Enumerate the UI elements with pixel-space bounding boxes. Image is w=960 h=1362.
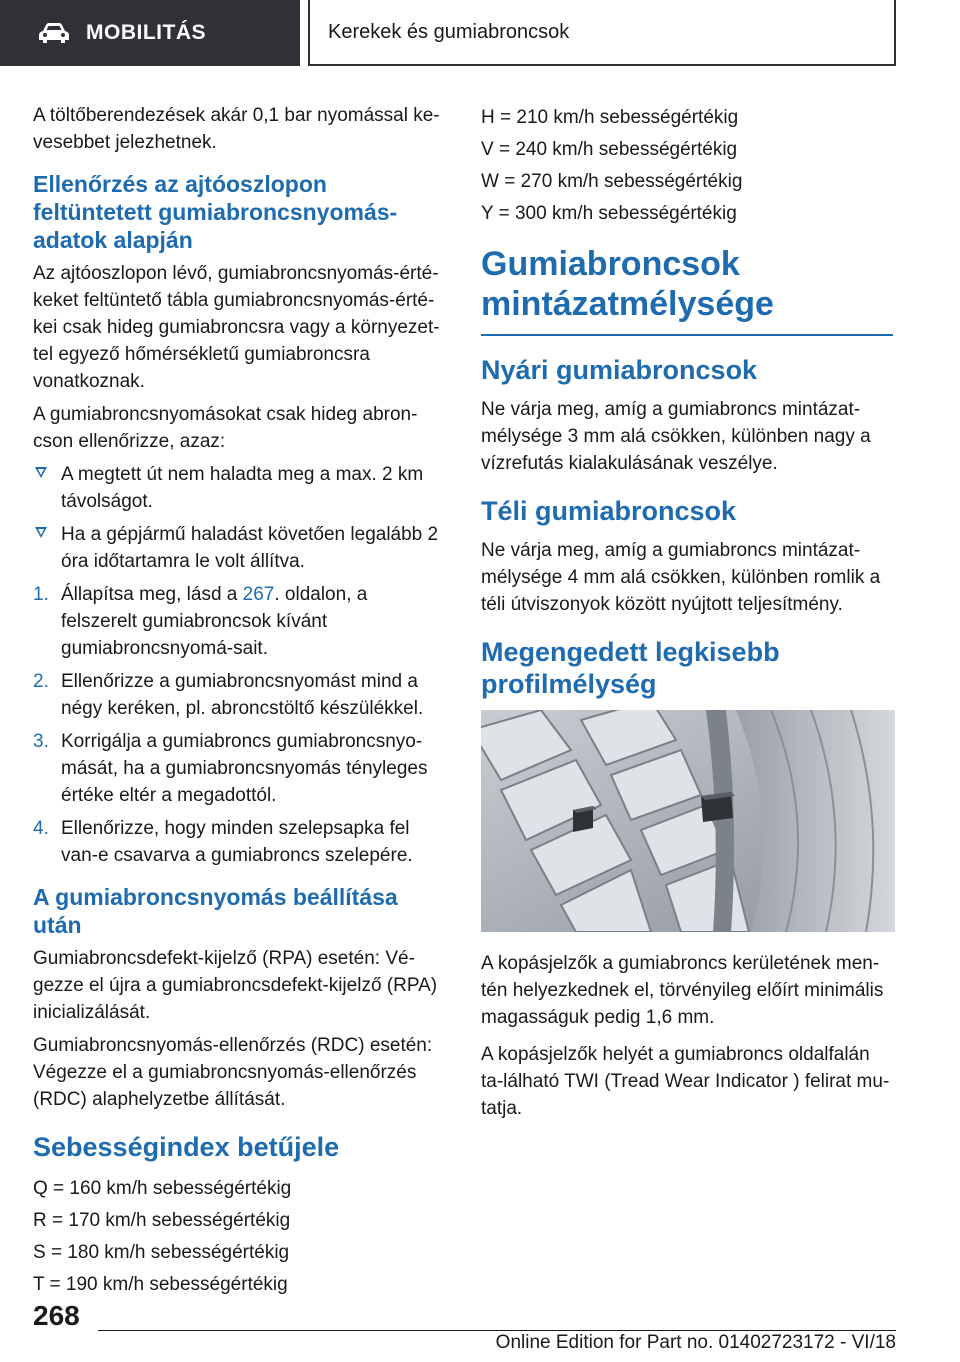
triangle-bullet-icon (35, 467, 47, 478)
heading-tread-depth: Gumiabroncsok mintázatmélysége (481, 244, 893, 336)
right-column (481, 102, 893, 1128)
heading-winter-tires: Téli gumiabroncsok (481, 496, 737, 526)
wear-indicator-paragraph-2: A kopásjelzők helyét a gumiabroncs oldalfalán ta-lálható TWI (Tread Wear Indicator ) felirat mu-tatja. (481, 1044, 890, 1119)
car-icon (38, 22, 70, 44)
speed-line: R = 170 km/h sebességértékig (33, 1210, 291, 1231)
speed-line: T = 190 km/h sebességértékig (33, 1274, 288, 1295)
page-number: 268 (33, 1300, 80, 1331)
rpa-paragraph: Gumiabroncsdefekt-kijelző (RPA) esetén: Vé-gezze el újra a gumiabroncsdefekt-kijelző (RPA) inicializálását. (33, 948, 438, 1023)
heading-door-check: Ellenőrzés az ajtóoszlopon feltüntetett gumiabroncsnyomás-adatok alapján (33, 171, 398, 253)
list-item: 4. Ellenőrizze, hogy minden szelepsapka fel van-e csavarva a gumiabroncs szelepére. (33, 815, 445, 869)
list-item: A megtett út nem haladta meg a max. 2 km távolságot. (33, 461, 445, 515)
list-item: 3. Korrigálja a gumiabroncs gumiabroncsnyo-mását, ha a gumiabroncsnyomás tényleges értéke eltér a megadottól. (33, 728, 445, 809)
speed-line: S = 180 km/h sebességértékig (33, 1242, 290, 1263)
list-item: Ha a gépjármű haladást követően legalább 2 óra időtartamra le volt állítva. (33, 521, 445, 575)
left-column (33, 102, 445, 1301)
speed-line: Y = 300 km/h sebességértékig (481, 203, 737, 224)
door-paragraph-1: Az ajtóoszlopon lévő, gumiabroncsnyomás-érté-keket feltüntető tábla gumiabroncsnyomás-érté-kei csak hideg gumiabroncsra vagy a környezet-tel egyező hőmérsékletű gumiabroncsra vonatkoznak. (33, 263, 440, 392)
step-number: 1. (33, 584, 49, 605)
wear-indicator-paragraph-1: A kopásjelzők a gumiabroncs kerületének men-tén helyezkednek el, törvényileg előírt minimális magasságuk pedig 1,6 mm. (481, 953, 884, 1028)
winter-paragraph: Ne várja meg, amíg a gumiabroncs mintázat-mélysége 4 mm alá csökken, különben romlik a téli útviszonyok között nyújtott teljesítmény. (481, 540, 881, 615)
summer-paragraph: Ne várja meg, amíg a gumiabroncs mintázat-mélysége 3 mm alá csökken, különben nagy a vízrefutás kialakulásának veszélye. (481, 399, 871, 474)
rdc-paragraph: Gumiabroncsnyomás-ellenőrzés (RDC) esetén: Végezze el a gumiabroncsnyomás-ellenőrzés (RDC) alaphelyzetbe állítását. (33, 1035, 433, 1110)
heading-after-adjust: A gumiabroncsnyomás beállítása után (33, 884, 398, 938)
intro-paragraph: A töltőberendezések akár 0,1 bar nyomással ke-vesebbet jelezhetnek. (33, 105, 440, 153)
step-number: 2. (33, 671, 49, 692)
heading-min-depth: Megengedett legkisebb profilmélység (481, 637, 780, 699)
speed-line: Q = 160 km/h sebességértékig (33, 1178, 292, 1199)
chapter-tab (308, 0, 896, 66)
footer-divider (98, 1330, 896, 1331)
triangle-bullet-icon (35, 527, 47, 538)
tire-tread-image (481, 710, 895, 932)
list-item: 2. Ellenőrizze a gumiabroncsnyomást mind a négy keréken, pl. abroncstöltő készülékkel. (33, 668, 445, 722)
speed-line: V = 240 km/h sebességértékig (481, 139, 738, 160)
step-number: 3. (33, 731, 49, 752)
section-tab (0, 0, 300, 66)
section-title: MOBILITÁS (86, 21, 206, 44)
speed-line: W = 270 km/h sebességértékig (481, 171, 743, 192)
speed-line: H = 210 km/h sebességértékig (481, 107, 739, 128)
heading-summer-tires: Nyári gumiabroncsok (481, 355, 758, 385)
door-paragraph-2: A gumiabroncsnyomásokat csak hideg abron-cson ellenőrizze, azaz: (33, 404, 418, 452)
step-number: 4. (33, 818, 49, 839)
chapter-title: Kerekek és gumiabroncsok (328, 20, 570, 43)
heading-speed-index: Sebességindex betűjele (33, 1132, 340, 1162)
edition-note: Online Edition for Part no. 01402723172 - VI/18 (495, 1332, 896, 1353)
page-header (0, 0, 960, 68)
list-item: 1. Állapítsa meg, lásd a 267. oldalon, a felszerelt gumiabroncsok kívánt gumiabroncsnyomá-sait. (33, 581, 445, 662)
condition-list (33, 461, 445, 869)
page-link-267[interactable]: 267 (242, 584, 275, 605)
